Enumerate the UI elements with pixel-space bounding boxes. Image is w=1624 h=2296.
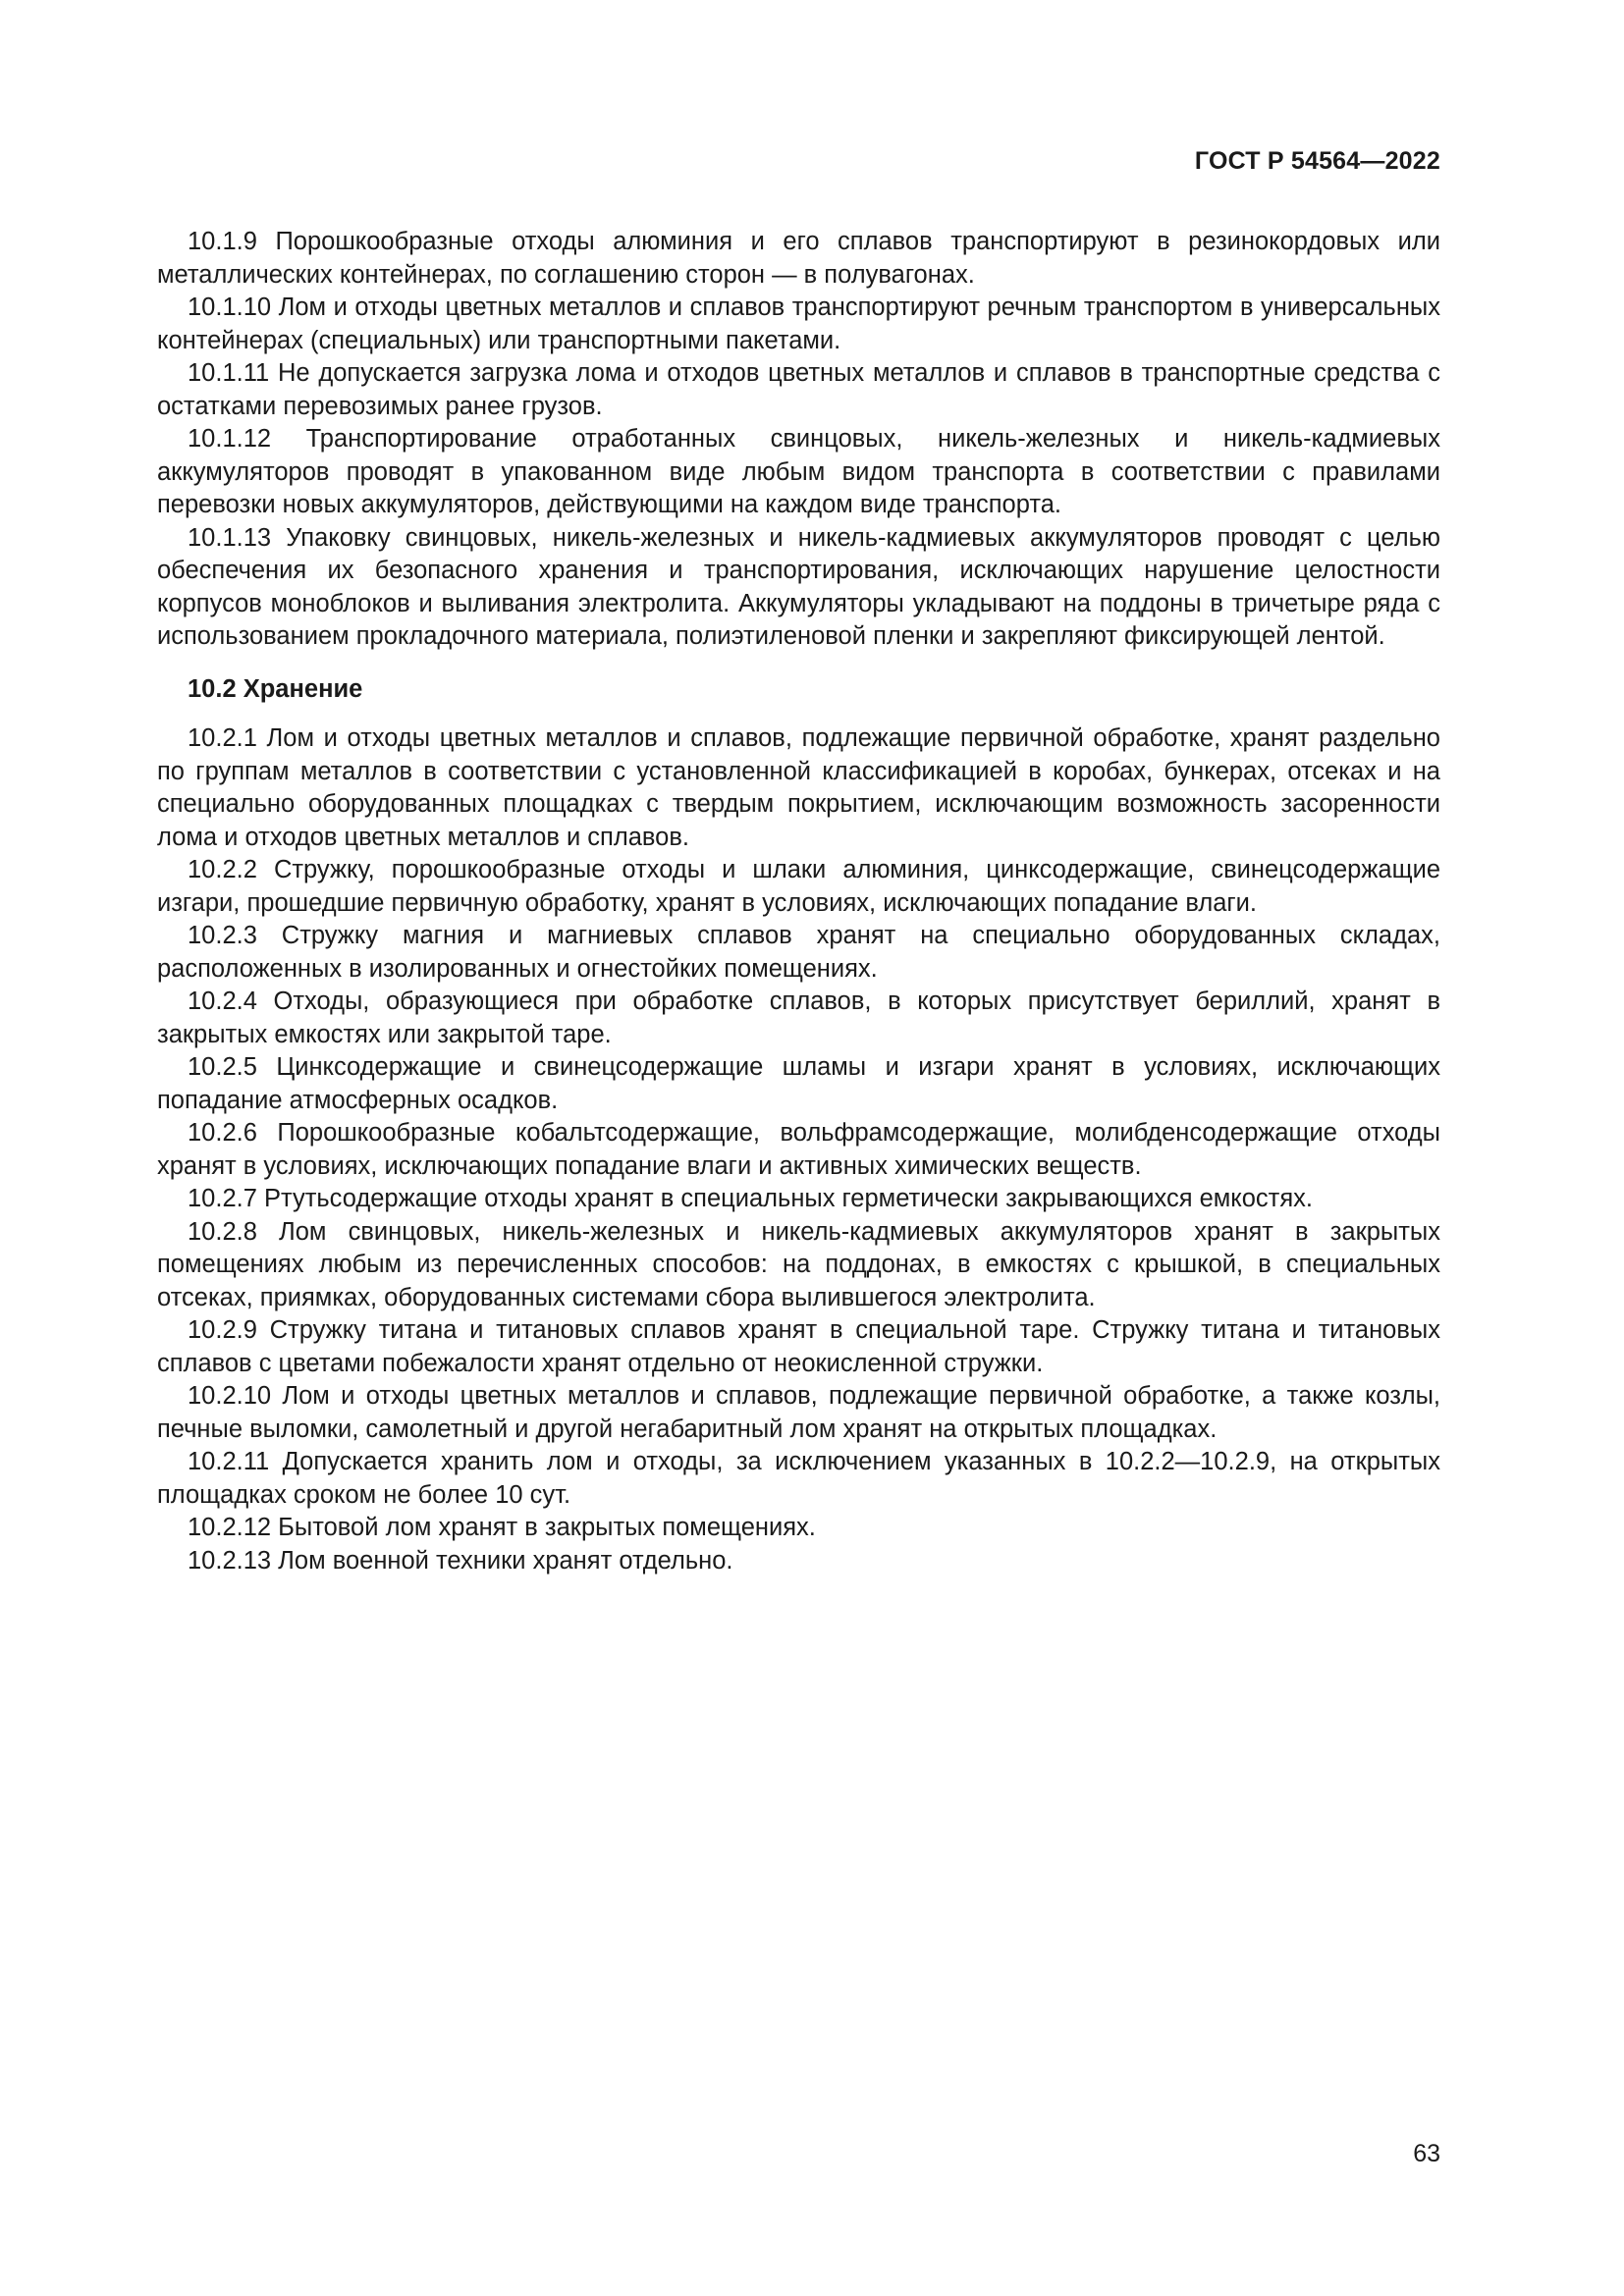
paragraph-10-1-9: 10.1.9 Порошкообразные отходы алюминия и его сплавов транспортируют в резинокордовых или металлических контейнерах, по соглашению сторон — в полувагонах. bbox=[157, 228, 1440, 289]
paragraph-10-2-1: 10.2.1 Лом и отходы цветных металлов и сплавов, подлежащие первичной обработке, хранят раздельно по группам металлов в соответствии с установленной классификацией в коробах, бункерах, отсеках и на специально оборудованных площадках с твердым покрытием, исключающим возможность засоренности лома и отходов цветных металлов и сплавов. bbox=[157, 724, 1440, 851]
page-number: 63 bbox=[1413, 2140, 1440, 2167]
section-heading-10-2: 10.2 Хранение bbox=[188, 674, 363, 703]
paragraph-10-2-6: 10.2.6 Порошкообразные кобальтсодержащие, вольфрамсодержащие, молибденсодержащие отходы хранят в условиях, исключающих попадание влаги и активных химических веществ. bbox=[157, 1119, 1440, 1180]
paragraph-10-2-10: 10.2.10 Лом и отходы цветных металлов и сплавов, подлежащие первичной обработке, а также козлы, печные выломки, самолетный и другой негабаритный лом хранят на открытых площадках. bbox=[157, 1382, 1440, 1443]
paragraph-10-2-8: 10.2.8 Лом свинцовых, никель-железных и никель-кадмиевых аккумуляторов хранят в закрытых помещениях любым из перечисленных способов: на поддонах, в емкостях с крышкой, в специальных отсеках, приямках, оборудованных системами сбора вылившегося электролита. bbox=[157, 1217, 1440, 1311]
paragraph-10-2-7: 10.2.7 Ртутьсодержащие отходы хранят в специальных герметически закрывающихся емкостях. bbox=[188, 1185, 1314, 1212]
paragraph-10-1-12: 10.1.12 Транспортирование отработанных свинцовых, никель-железных и никель-кадмиевых аккумуляторов проводят в упакованном виде любым видом транспорта в соответствии с правилами перевозки новых аккумуляторов, действующими на каждом виде транспорта. bbox=[157, 425, 1440, 518]
paragraph-10-1-10: 10.1.10 Лом и отходы цветных металлов и сплавов транспортируют речным транспортом в универсальных контейнерах (специальных) или транспортными пакетами. bbox=[157, 294, 1440, 354]
paragraph-10-2-13: 10.2.13 Лом военной техники хранят отдельно. bbox=[188, 1546, 733, 1575]
document-header-id: ГОСТ Р 54564—2022 bbox=[1194, 147, 1440, 175]
paragraph-10-2-4: 10.2.4 Отходы, образующиеся при обработке сплавов, в которых присутствует бериллий, хранят в закрытых емкостях или закрытой таре. bbox=[157, 988, 1440, 1048]
paragraph-10-2-5: 10.2.5 Цинксодержащие и свинецсодержащие шламы и изгари хранят в условиях, исключающих попадание атмосферных осадков. bbox=[157, 1053, 1440, 1114]
document-body bbox=[157, 226, 1440, 1577]
paragraph-10-2-11: 10.2.11 Допускается хранить лом и отходы, за исключением указанных в 10.2.2—10.2.9, на открытых площадках сроком не более 10 сут. bbox=[157, 1448, 1440, 1509]
paragraph-10-2-12: 10.2.12 Бытовой лом хранят в закрытых помещениях. bbox=[188, 1514, 816, 1541]
paragraph-10-2-9: 10.2.9 Стружку титана и титановых сплавов хранят в специальной таре. Стружку титана и титановых сплавов с цветами побежалости хранят отдельно от неокисленной стружки. bbox=[157, 1316, 1440, 1377]
paragraph-10-2-3: 10.2.3 Стружку магния и магниевых сплавов хранят на специально оборудованных складах, расположенных в изолированных и огнестойких помещениях. bbox=[157, 922, 1440, 983]
paragraph-10-1-11: 10.1.11 Не допускается загрузка лома и отходов цветных металлов и сплавов в транспортные средства с остатками перевозимых ранее грузов. bbox=[157, 359, 1440, 420]
paragraph-10-2-2: 10.2.2 Стружку, порошкообразные отходы и шлаки алюминия, цинксодержащие, свинецсодержащие изгари, прошедшие первичную обработку, хранят в условиях, исключающих попадание влаги. bbox=[157, 856, 1440, 917]
paragraph-10-1-13: 10.1.13 Упаковку свинцовых, никель-железных и никель-кадмиевых аккумуляторов проводят с целью обеспечения их безопасного хранения и транспортирования, исключающих нарушение целостности корпусов моноблоков и выливания электролита. Аккумуляторы укладывают на поддоны в тричетыре ряда с использованием прокладочного материала, полиэтиленовой пленки и закрепляют фиксирующей лентой. bbox=[157, 523, 1440, 650]
